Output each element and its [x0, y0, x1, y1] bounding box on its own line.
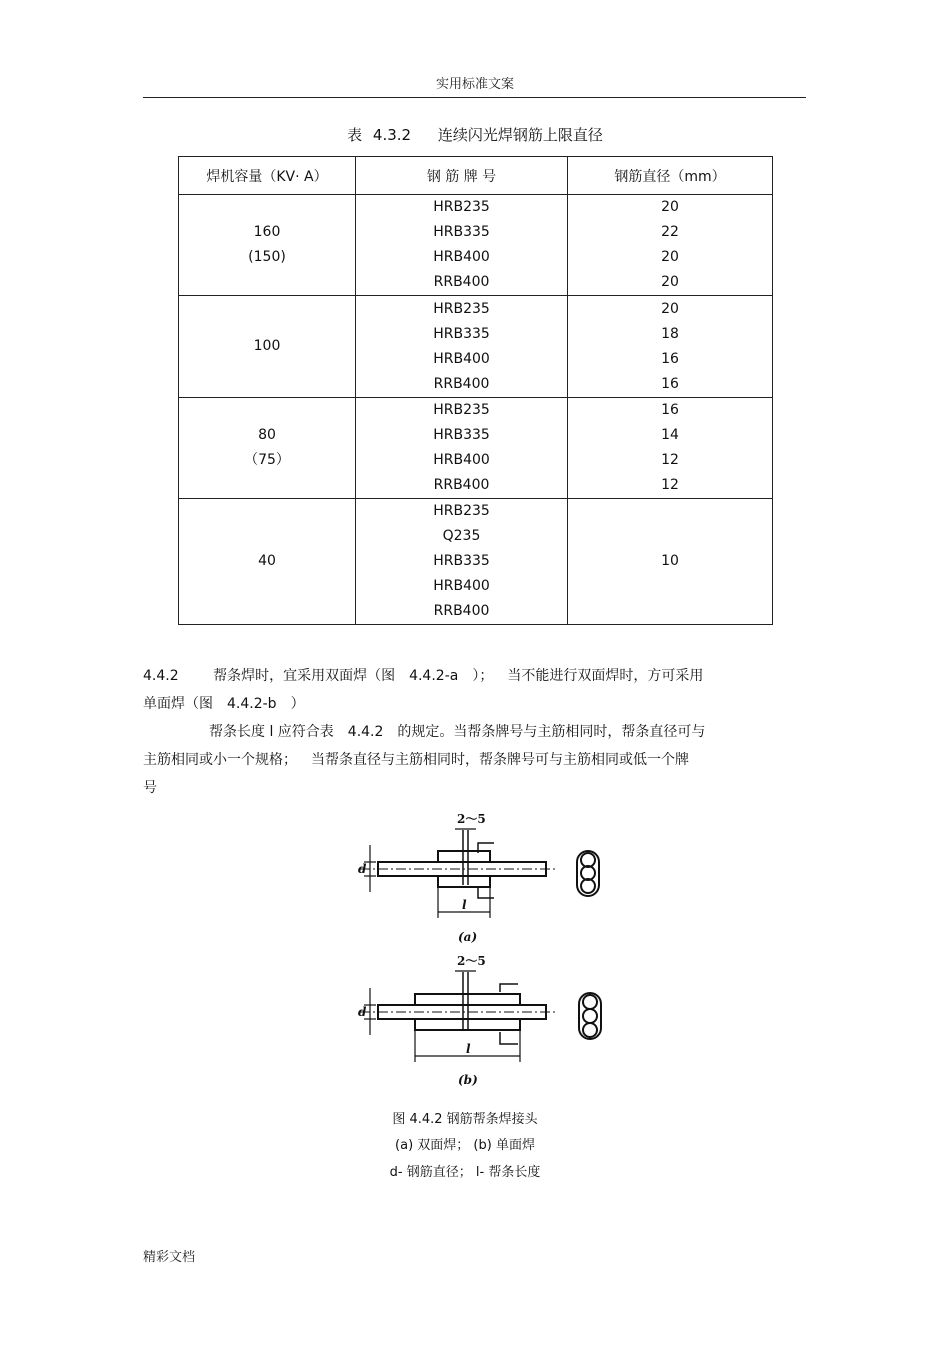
grade-cell	[356, 499, 568, 625]
grade-value: HRB335	[433, 224, 490, 240]
grade-cell	[356, 195, 568, 296]
capacity-cell	[179, 195, 356, 296]
header-diameter: 钢筋直径（mm）	[568, 157, 773, 195]
table-caption-number: 4.3.2	[372, 126, 412, 144]
capacity-value: 100	[253, 338, 281, 354]
grade-value: HRB400	[433, 452, 490, 468]
diameter-cell	[568, 296, 773, 398]
table-caption-title: 连续闪光焊钢筋上限直径	[437, 126, 603, 144]
section-paragraph-1	[143, 662, 793, 718]
capacity-value: 80	[258, 427, 276, 443]
figure-a-drawing	[360, 829, 599, 918]
header-capacity: 焊机容量（KV· A）	[179, 157, 356, 195]
section-paragraph-2	[143, 718, 793, 802]
page-footer: 精彩文档	[143, 1250, 196, 1265]
grade-value: HRB235	[433, 402, 490, 418]
table-row	[179, 398, 773, 499]
diameter-value: 22	[661, 224, 679, 240]
diameter-value: 10	[661, 553, 679, 569]
gap-label-b: 2～5	[457, 954, 486, 968]
grade-value: HRB235	[433, 503, 490, 519]
header-grade: 钢 筋 牌 号	[356, 157, 568, 195]
length-label-a: l	[462, 898, 467, 912]
paragraph-text: 号	[143, 780, 157, 796]
page-header: 实用标准文案	[435, 77, 514, 92]
paragraph-text: 当不能进行双面焊时，方可采用	[507, 668, 704, 684]
capacity-value: 160	[253, 224, 281, 240]
grade-value: RRB400	[433, 477, 490, 493]
table-reference: 4.4.2	[347, 724, 384, 740]
grade-value: HRB335	[433, 553, 490, 569]
gap-label-a: 2～5	[457, 812, 486, 826]
diameter-value: 16	[661, 402, 679, 418]
table-caption	[0, 124, 950, 145]
diameter-value: 12	[661, 477, 679, 493]
paragraph-text: 帮条长度 l 应符合表	[209, 724, 334, 740]
grade-value: HRB235	[433, 300, 490, 317]
diameter-label-a: d	[358, 862, 367, 876]
paragraph-text: 主筋相同或小一个规格；	[143, 752, 297, 768]
diameter-value: 18	[661, 325, 679, 342]
table-caption-label: 表	[347, 126, 363, 144]
capacity-value: 40	[258, 553, 276, 569]
subfigure-label-a: (a)	[458, 930, 478, 944]
subfigure-label-b: (b)	[458, 1073, 478, 1087]
header-rule	[143, 97, 806, 98]
capacity-cell	[179, 296, 356, 398]
paragraph-text: ）	[290, 696, 305, 712]
table-row	[179, 195, 773, 296]
grade-cell	[356, 296, 568, 398]
grade-value: RRB400	[433, 603, 490, 619]
diameter-value: 16	[661, 350, 679, 367]
grade-value: Q235	[442, 528, 481, 544]
grade-value: HRB335	[433, 427, 490, 443]
table-header-row	[179, 157, 773, 195]
table-row	[179, 499, 773, 625]
table-row	[179, 296, 773, 398]
diameter-cell	[568, 499, 773, 625]
grade-value: HRB335	[433, 325, 490, 342]
diameter-limit-table	[178, 156, 773, 625]
capacity-cell	[179, 499, 356, 625]
diameter-cell	[568, 398, 773, 499]
diameter-cell	[568, 195, 773, 296]
lap-weld-joint-figure	[0, 800, 950, 1100]
diameter-label-b: d	[358, 1005, 367, 1019]
capacity-value: （75）	[244, 452, 290, 468]
figure-caption-legend: d- 钢筋直径； l- 帮条长度	[389, 1165, 541, 1180]
capacity-value: (150)	[248, 249, 286, 265]
grade-value: HRB400	[433, 249, 490, 265]
grade-value: RRB400	[433, 375, 490, 392]
diameter-value: 12	[661, 452, 679, 468]
paragraph-text: ）；	[472, 668, 494, 684]
capacity-cell	[179, 398, 356, 499]
diameter-value: 20	[661, 300, 679, 317]
grade-value: HRB400	[433, 350, 490, 367]
length-label-b: l	[466, 1042, 471, 1056]
paragraph-text: 单面焊（图	[143, 696, 213, 712]
diameter-value: 14	[661, 427, 679, 443]
grade-value: RRB400	[433, 274, 490, 290]
section-number: 4.4.2	[143, 668, 179, 684]
figure-reference: 4.4.2-b	[227, 696, 277, 712]
figure-caption-title: 图 4.4.2 钢筋帮条焊接头	[392, 1112, 538, 1127]
diameter-value: 16	[661, 375, 679, 392]
figure-caption-subfigures: (a) 双面焊； (b) 单面焊	[395, 1138, 535, 1153]
grade-value: HRB235	[433, 199, 490, 215]
paragraph-text: 帮条焊时，宜采用双面焊（图	[213, 668, 396, 684]
diameter-value: 20	[661, 274, 679, 290]
diameter-value: 20	[661, 199, 679, 215]
grade-cell	[356, 398, 568, 499]
figure-reference: 4.4.2-a	[409, 668, 459, 684]
paragraph-text: 的规定。当帮条牌号与主筋相同时，帮条直径可与	[397, 724, 706, 740]
grade-value: HRB400	[433, 578, 490, 594]
paragraph-text: 当帮条直径与主筋相同时，帮条牌号可与主筋相同或低一个牌	[311, 752, 689, 768]
diameter-value: 20	[661, 249, 679, 265]
figure-b-drawing	[360, 971, 601, 1062]
